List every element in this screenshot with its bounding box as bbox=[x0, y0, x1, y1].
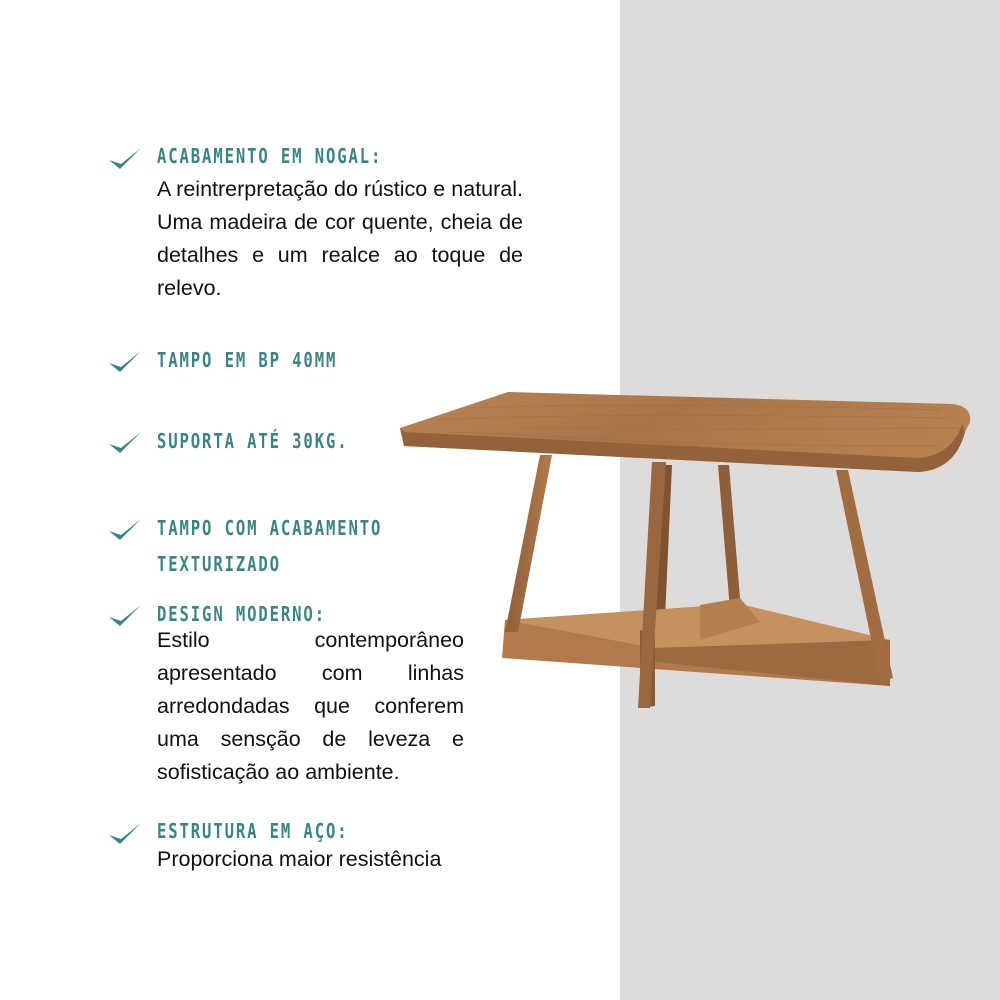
feature-title: ESTRUTURA EM AÇO: bbox=[157, 819, 349, 843]
feature-title: TAMPO EM BP 40MM bbox=[157, 348, 338, 372]
check-icon bbox=[106, 819, 144, 849]
check-icon bbox=[106, 601, 144, 631]
feature-title: DESIGN MODERNO: bbox=[157, 602, 326, 626]
feature-description: Proporciona maior resistência bbox=[157, 847, 442, 871]
feature-title: SUPORTA ATÉ 30KG. bbox=[157, 429, 349, 453]
feature-description: A reintrerpretação do rústico e natural. Uma madeira de cor quente, cheia de detalhes e um realce ao toque de relevo. bbox=[157, 177, 523, 300]
check-icon bbox=[106, 428, 144, 458]
wooden-dining-table bbox=[395, 385, 980, 715]
check-icon bbox=[106, 144, 144, 174]
feature-title: ACABAMENTO EM NOGAL: bbox=[157, 144, 383, 168]
feature-title-line-2: TEXTURIZADO bbox=[157, 552, 281, 576]
feature-description: Estilo contemporâneo apresentado com linhas arredondadas que conferem uma sensção de leveza e sofisticação ao ambiente. bbox=[157, 628, 464, 784]
check-icon bbox=[106, 347, 144, 377]
feature-title-line-1: TAMPO COM ACABAMENTO bbox=[157, 516, 383, 540]
front-left-leg bbox=[505, 455, 552, 632]
check-icon bbox=[106, 515, 144, 545]
